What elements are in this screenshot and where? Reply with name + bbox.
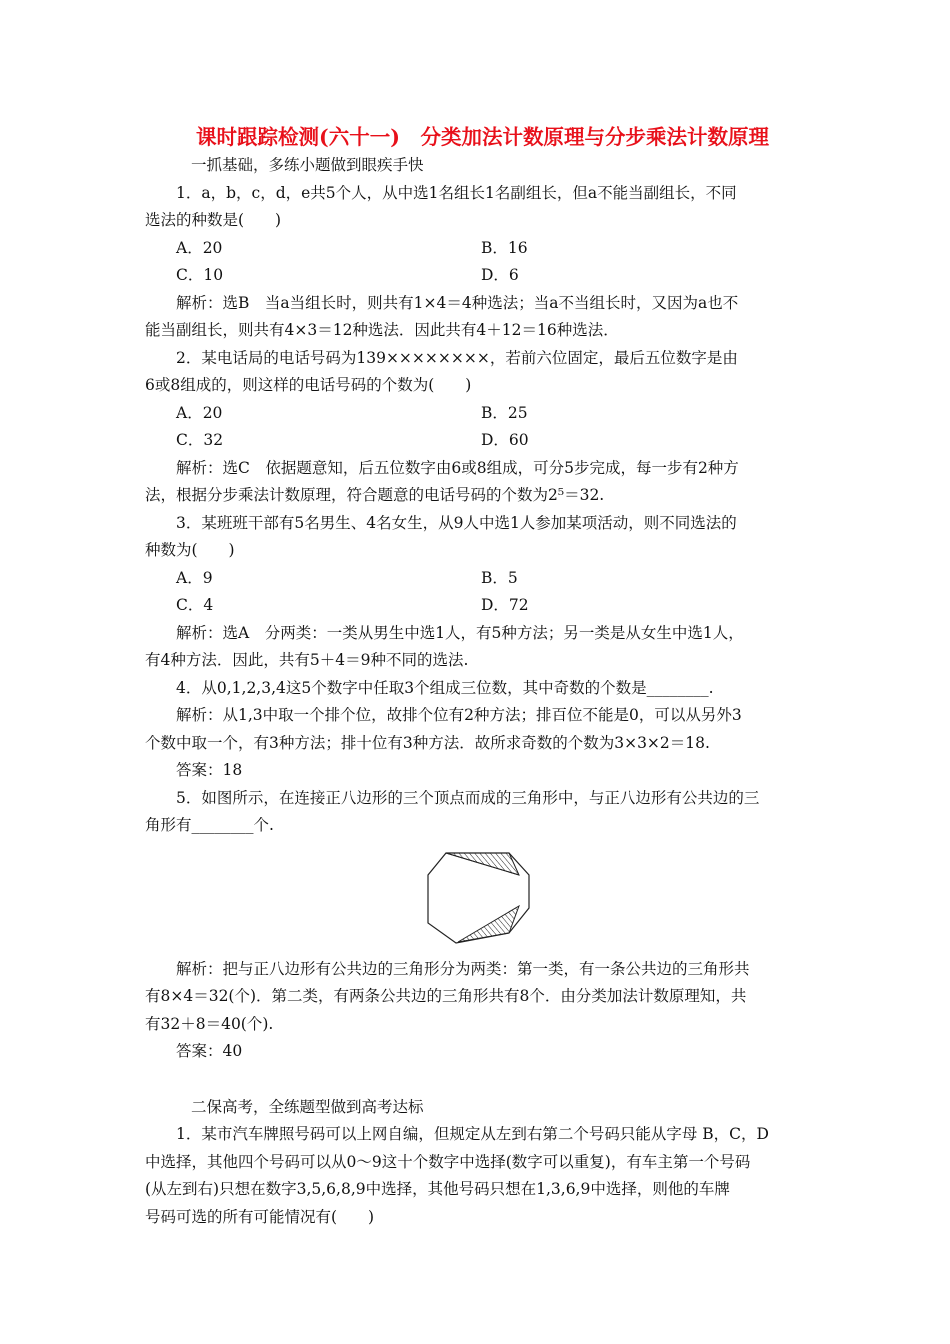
q3-option-a: A．9 — [176, 568, 213, 587]
q2-explanation-line1: 解析：选C 依据题意知，后五位数字由6或8组成，可分5步完成，每一步有2种方 — [176, 458, 739, 477]
q1-explanation-line2: 能当副组长，则共有4×3＝12种选法．因此共有4＋12＝16种选法． — [145, 321, 619, 339]
p1-stem-line3: (从左到右)只想在数字3,5,6,8,9中选择，其他号码只想在1,3,6,9中选择，则他的车牌 — [145, 1180, 730, 1198]
q5-stem-line1: 5．如图所示，在连接正八边形的三个顶点而成的三角形中，与正八边形有公共边的三 — [176, 788, 760, 807]
page-title: 课时跟踪检测(六十一) 分类加法计数原理与分步乘法计数原理 — [196, 125, 769, 149]
q1-option-b: B．16 — [481, 238, 528, 257]
q3-explanation-line2: 有4种方法．因此，共有5＋4＝9种不同的选法. — [145, 651, 469, 669]
section-heading-1: 一抓基础，多练小题做到眼疾手快 — [191, 156, 424, 174]
q1-option-c: C．10 — [176, 266, 224, 284]
q1-explanation-line1: 解析：选B 当a当组长时，则共有1×4＝4种选法；当a不当组长时，又因为a也不 — [176, 293, 739, 312]
q3-stem-line1: 3．某班班干部有5名男生、4名女生，从9人中选1人参加某项活动，则不同选法的 — [176, 513, 737, 532]
q5-explanation-line3: 有32＋8＝40(个). — [145, 1014, 274, 1033]
q1-option-a: A．20 — [176, 238, 223, 257]
q2-explanation-line2: 法，根据分步乘法计数原理，符合题意的电话号码的个数为2⁵＝32. — [145, 486, 605, 504]
q2-option-b: B．25 — [481, 403, 528, 422]
q2-options-row1 — [145, 400, 810, 428]
q2-option-d: D．60 — [481, 431, 529, 449]
q1-options-row2 — [145, 262, 810, 290]
q2-stem-line1: 2．某电话局的电话号码为139××××××××，若前六位固定，最后五位数字是由 — [176, 348, 738, 367]
q3-option-b: B．5 — [481, 568, 518, 587]
q5-explanation-line1: 解析：把与正八边形有公共边的三角形分为两类：第一类，有一条公共边的三角形共 — [176, 959, 750, 978]
q4-explanation-line2: 个数中取一个，有3种方法；排十位有3种方法．故所求奇数的个数为3×3×2＝18. — [145, 733, 710, 752]
q1-options-row1 — [145, 235, 810, 263]
q4-explanation-line1: 解析：从1,3中取一个排个位，故排个位有2种方法；排百位不能是0，可以从另外3 — [176, 706, 742, 724]
q1-stem-line1: 1．a，b，c，d，e共5个人，从中选1名组长1名副组长，但a不能当副组长，不同 — [176, 183, 737, 202]
regular-octagon-diagram — [423, 848, 535, 946]
q4-stem: 4．从0,1,2,3,4这5个数字中任取3个组成三位数，其中奇数的个数是________. — [176, 678, 714, 697]
q3-options-row1 — [145, 565, 810, 593]
q5-answer: 答案：40 — [176, 1042, 243, 1060]
q5-explanation-line2: 有8×4＝32(个)．第二类，有两条公共边的三角形共有8个．由分类加法计数原理知，共 — [145, 987, 747, 1005]
document-page — [145, 122, 810, 1231]
q2-options-row2 — [145, 427, 810, 455]
section-heading-2: 二保高考，全练题型做到高考达标 — [191, 1097, 424, 1116]
q3-explanation-line1: 解析：选A 分两类：一类从男生中选1人，有5种方法；另一类是从女生中选1人， — [176, 623, 744, 642]
q3-option-d: D．72 — [481, 596, 529, 614]
q1-option-d: D．6 — [481, 266, 519, 284]
q3-options-row2 — [145, 592, 810, 620]
q2-option-a: A．20 — [176, 403, 223, 422]
q3-option-c: C．4 — [176, 596, 214, 614]
q3-stem-line2: 种数为( ) — [145, 541, 235, 559]
q4-answer: 答案：18 — [176, 761, 243, 779]
q1-stem-line2: 选法的种数是( ) — [145, 211, 282, 229]
p1-stem-line2: 中选择，其他四个号码可以从0～9这十个数字中选择(数字可以重复)，有车主第一个号码 — [145, 1152, 751, 1171]
p1-stem-line1: 1．某市汽车牌照号码可以上网自编，但规定从左到右第二个号码只能从字母 B，C，D — [176, 1125, 769, 1143]
q5-stem-line2: 角形有________个. — [145, 816, 274, 834]
q2-option-c: C．32 — [176, 431, 224, 449]
octagon-figure — [147, 840, 810, 956]
q2-stem-line2: 6或8组成的，则这样的电话号码的个数为( ) — [145, 376, 472, 394]
p1-stem-line4: 号码可选的所有可能情况有( ) — [145, 1207, 375, 1226]
